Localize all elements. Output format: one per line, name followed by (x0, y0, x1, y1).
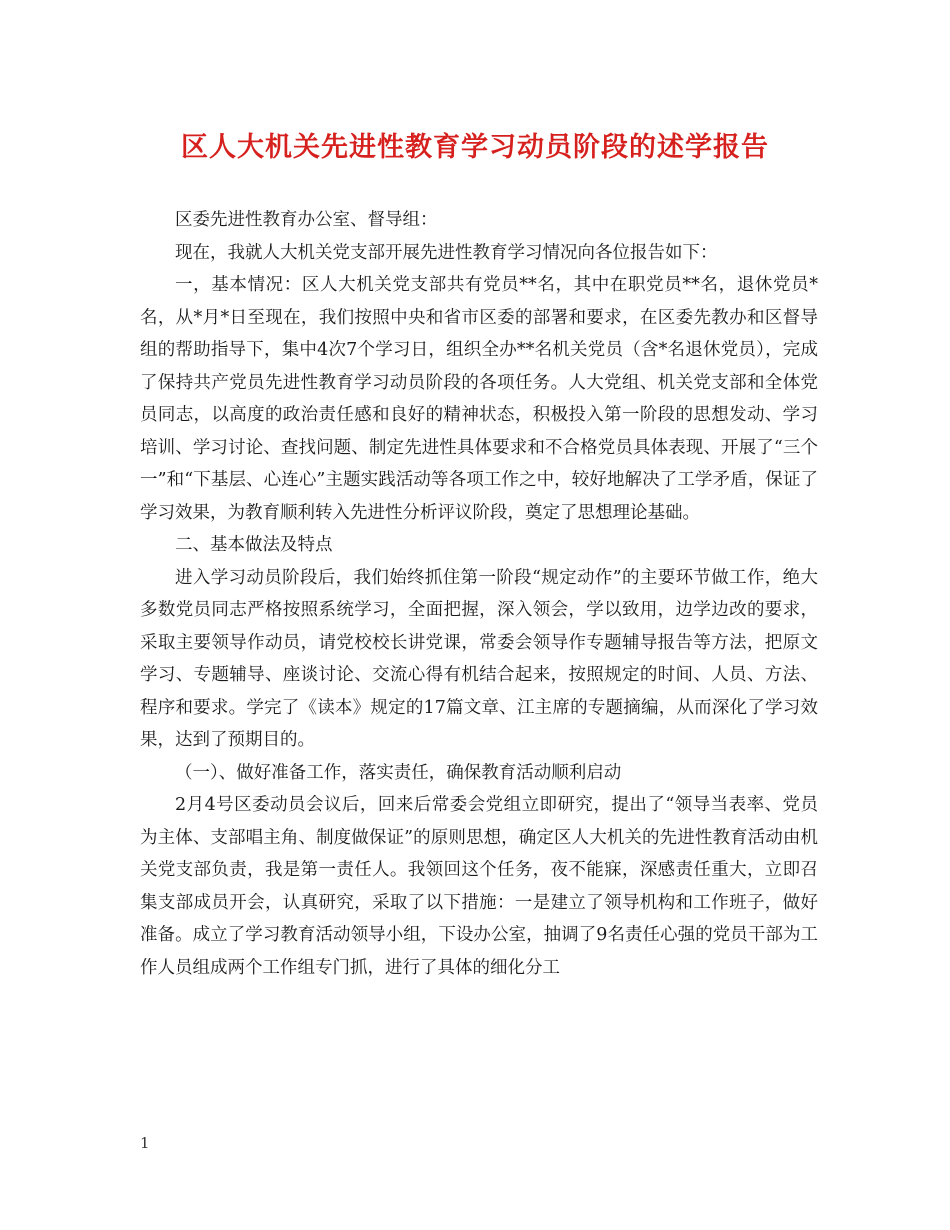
section-heading-methods: 二、基本做法及特点 (175, 535, 333, 555)
document-body (140, 204, 818, 984)
subsection-heading-preparation: （一）、做好准备工作，落实责任，确保教育活动顺利启动 (175, 762, 622, 783)
page-number: 1 (140, 1134, 150, 1152)
basic-situation-paragraph: 一，基本情况：区人大机关党支部共有党员**名，其中在职党员**名，退休党员*名，从*月*日至现在，我们按照中央和省市区委的部署和要求，在区委先教办和区督导组的帮助指导下，集中4次7个学习日，组织全办**名机关党员（含*名退休党员），完成了保持共产党员先进性教育学习动员阶段的各项任务。人大党组、机关党支部和全体党员同志，以高度的政治责任感和良好的精神状态，积极投入第一阶段的思想发动、学习培训、学习讨论、查找问题、制定先进性具体要求和不合格党员具体表现、开展了“三个一”和“下基层、心连心”主题实践活动等各项工作之中，较好地解决了工学矛盾，保证了学习效果，为教育顺利转入先进性分析评议阶段，奠定了思想理论基础。 (140, 275, 818, 523)
document-title: 区人大机关先进性教育学习动员阶段的述学报告 (181, 132, 769, 163)
methods-paragraph: 进入学习动员阶段后，我们始终抓住第一阶段“规定动作”的主要环节做工作，绝大多数党员同志严格按照系统学习，全面把握，深入领会，学以致用，边学边改的要求，采取主要领导作动员，请党校校长讲党课，常委会领导作专题辅导报告等方法，把原文学习、专题辅导、座谈讨论、交流心得有机结合起来，按照规定的时间、人员、方法、程序和要求。学完了《读本》规定的17篇文章、江主席的专题摘编，从而深化了学习效果，达到了预期目的。 (140, 567, 818, 750)
preparation-paragraph: 2月4号区委动员会议后，回来后常委会党组立即研究，提出了“领导当表率、党员为主体、支部唱主角、制度做保证”的原则思想，确定区人大机关的先进性教育活动由机关党支部负责，我是第一责任人。我领回这个任务，夜不能寐，深感责任重大，立即召集支部成员开会，认真研究，采取了以下措施：一是建立了领导机构和工作班子，做好准备。成立了学习教育活动领导小组，下设办公室，抽调了9名责任心强的党员干部为工作人员组成两个工作组专门抓，进行了具体的细化分工 (140, 795, 818, 978)
intro-paragraph: 现在，我就人大机关党支部开展先进性教育学习情况向各位报告如下： (175, 242, 718, 263)
salutation-paragraph: 区委先进性教育办公室、督导组： (175, 210, 438, 230)
